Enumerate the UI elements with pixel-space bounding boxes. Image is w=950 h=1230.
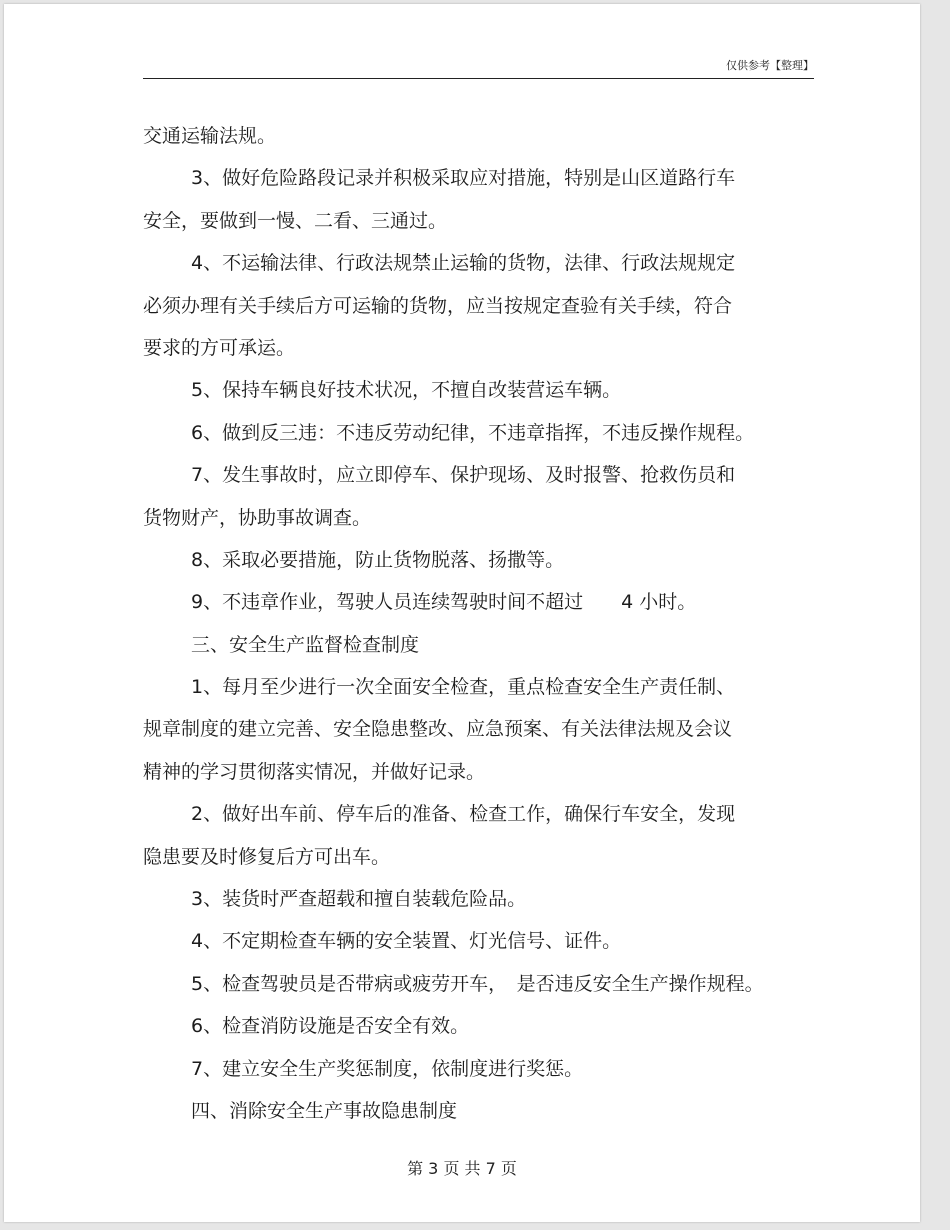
text-line: 精神的学习贯彻落实情况，并做好记录。 (143, 760, 486, 783)
text-line: 7、建立安全生产奖惩制度，依制度进行奖惩。 (191, 1057, 584, 1080)
text-line: 7、发生事故时，应立即停车、保护现场、及时报警、抢救伤员和 (191, 464, 736, 487)
text-line: 5、检查驾驶员是否带病或疲劳开车， 是否违反安全生产操作规程。 (191, 972, 764, 995)
text-line: 1、每月至少进行一次全面安全检查，重点检查安全生产责任制、 (191, 676, 736, 699)
document-body (143, 115, 823, 1132)
text-line: 8、采取必要措施，防止货物脱落、扬撒等。 (191, 548, 565, 571)
text-line: 三、安全生产监督检查制度 (191, 633, 420, 656)
text-line: 6、检查消防设施是否安全有效。 (191, 1015, 470, 1038)
page-footer (4, 1156, 920, 1179)
text-line: 四、消除安全生产事故隐患制度 (191, 1099, 458, 1122)
text-line: 规章制度的建立完善、安全隐患整改、应急预案、有关法律法规及会议 (143, 718, 733, 741)
text-line: 4、不运输法律、行政法规禁止运输的货物，法律、行政法规规定 (191, 252, 736, 275)
text-line: 安全，要做到一慢、二看、三通过。 (143, 209, 448, 232)
text-line: 交通运输法规。 (143, 125, 277, 147)
document-page (4, 4, 920, 1222)
page-header (143, 58, 814, 79)
text-line: 3、做好危险路段记录并积极采取应对措施，特别是山区道路行车 (191, 167, 736, 190)
text-line: 要求的方可承运。 (143, 336, 296, 359)
text-line: 4、不定期检查车辆的安全装置、灯光信号、证件。 (191, 930, 622, 953)
text-line: 5、保持车辆良好技术状况，不擅自改装营运车辆。 (191, 379, 622, 402)
page-number: 第 3 页 共 7 页 (407, 1159, 517, 1178)
text-line: 3、装货时严查超载和擅自装载危险品。 (191, 888, 527, 911)
text-line: 隐患要及时修复后方可出车。 (143, 845, 391, 868)
text-line: 6、做到反三违：不违反劳动纪律，不违章指挥，不违反操作规程。 (191, 421, 755, 444)
text-line: 货物财产，协助事故调查。 (143, 506, 372, 529)
text-line: 2、做好出车前、停车后的准备、检查工作，确保行车安全，发现 (191, 803, 736, 826)
text-line: 必须办理有关手续后方可运输的货物，应当按规定查验有关手续，符合 (143, 294, 733, 317)
text-line: 9、不违章作业，驾驶人员连续驾驶时间不超过 4 小时。 (191, 591, 697, 614)
header-note: 仅供参考【整理】 (726, 59, 814, 72)
